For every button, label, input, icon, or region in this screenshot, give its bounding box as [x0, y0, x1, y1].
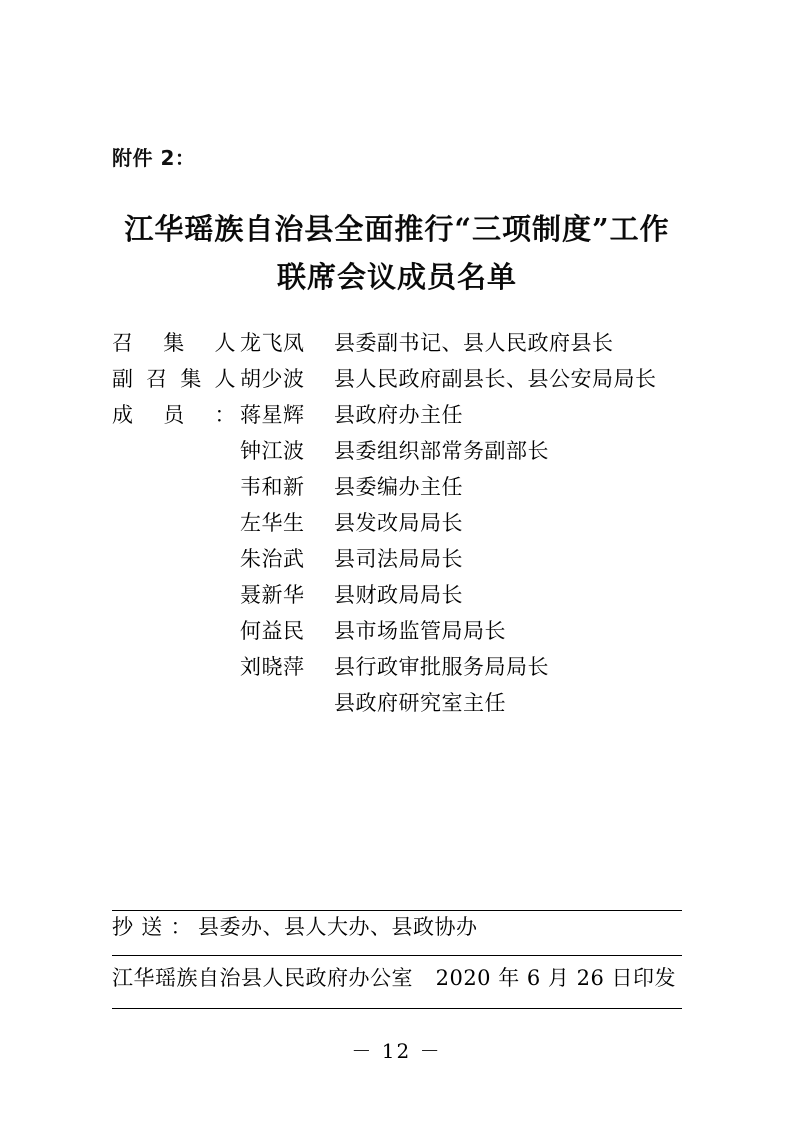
- roster-post: 县市场监管局局长: [334, 619, 506, 643]
- roster-post: 县委编办主任: [334, 475, 463, 499]
- roster-role: 副召集人: [112, 367, 236, 391]
- roster-name: 聂新华: [240, 583, 305, 607]
- roster-row: [112, 615, 712, 651]
- roster-name: 何益民: [240, 619, 305, 643]
- roster-post: 县政府办主任: [334, 403, 463, 427]
- roster-name: 钟江波: [240, 439, 305, 463]
- cc-recipients: 县委办、县人大办、县政协办: [198, 915, 478, 939]
- member-roster: [112, 327, 712, 723]
- roster-row: [112, 327, 712, 363]
- roster-post: 县司法局局长: [334, 547, 463, 571]
- roster-post: 县行政审批服务局局长: [334, 655, 549, 679]
- issuer-date: 2020 年 6 月 26 日印发: [435, 966, 676, 990]
- roster-row: [112, 399, 712, 435]
- roster-post: 县委副书记、县人民政府县长: [334, 331, 614, 355]
- footer-divider-bottom: [112, 1008, 682, 1009]
- cc-label: 抄送：: [112, 915, 192, 939]
- roster-post: 县财政局局长: [334, 583, 463, 607]
- issuer-line: [112, 956, 682, 1008]
- roster-name: 蒋星辉: [240, 403, 305, 427]
- roster-row: [112, 507, 712, 543]
- roster-name: 韦和新: [240, 475, 305, 499]
- page-title-line-2: 联席会议成员名单: [276, 260, 517, 294]
- roster-name: 朱治武: [240, 547, 305, 571]
- roster-row: [112, 471, 712, 507]
- roster-post: 县政府研究室主任: [334, 691, 506, 715]
- roster-row: [112, 687, 712, 723]
- roster-role: 成员：: [112, 403, 236, 427]
- roster-post: 县委组织部常务副部长: [334, 439, 549, 463]
- roster-row: [112, 579, 712, 615]
- roster-name: 龙飞凤: [240, 331, 305, 355]
- roster-row: [112, 435, 712, 471]
- roster-post: 县人民政府副县长、县公安局局长: [334, 367, 657, 391]
- roster-name: 胡少波: [240, 367, 305, 391]
- roster-role: 召集人: [112, 331, 236, 355]
- roster-name: 刘晓萍: [240, 655, 305, 679]
- roster-post: 县发改局局长: [334, 511, 463, 535]
- roster-name: 左华生: [240, 511, 305, 535]
- attachment-label: 附件 2：: [112, 146, 196, 170]
- page-number: － 12 －: [351, 1039, 442, 1063]
- issuer-office: 江华瑶族自治县人民政府办公室: [112, 966, 413, 990]
- page-title-line-1: 江华瑶族自治县全面推行“三项制度”工作: [124, 212, 670, 246]
- roster-row: [112, 543, 712, 579]
- roster-row: [112, 363, 712, 399]
- page-title: [112, 205, 682, 301]
- document-footer: [112, 910, 682, 1009]
- cc-line: [112, 911, 682, 955]
- roster-row: [112, 651, 712, 687]
